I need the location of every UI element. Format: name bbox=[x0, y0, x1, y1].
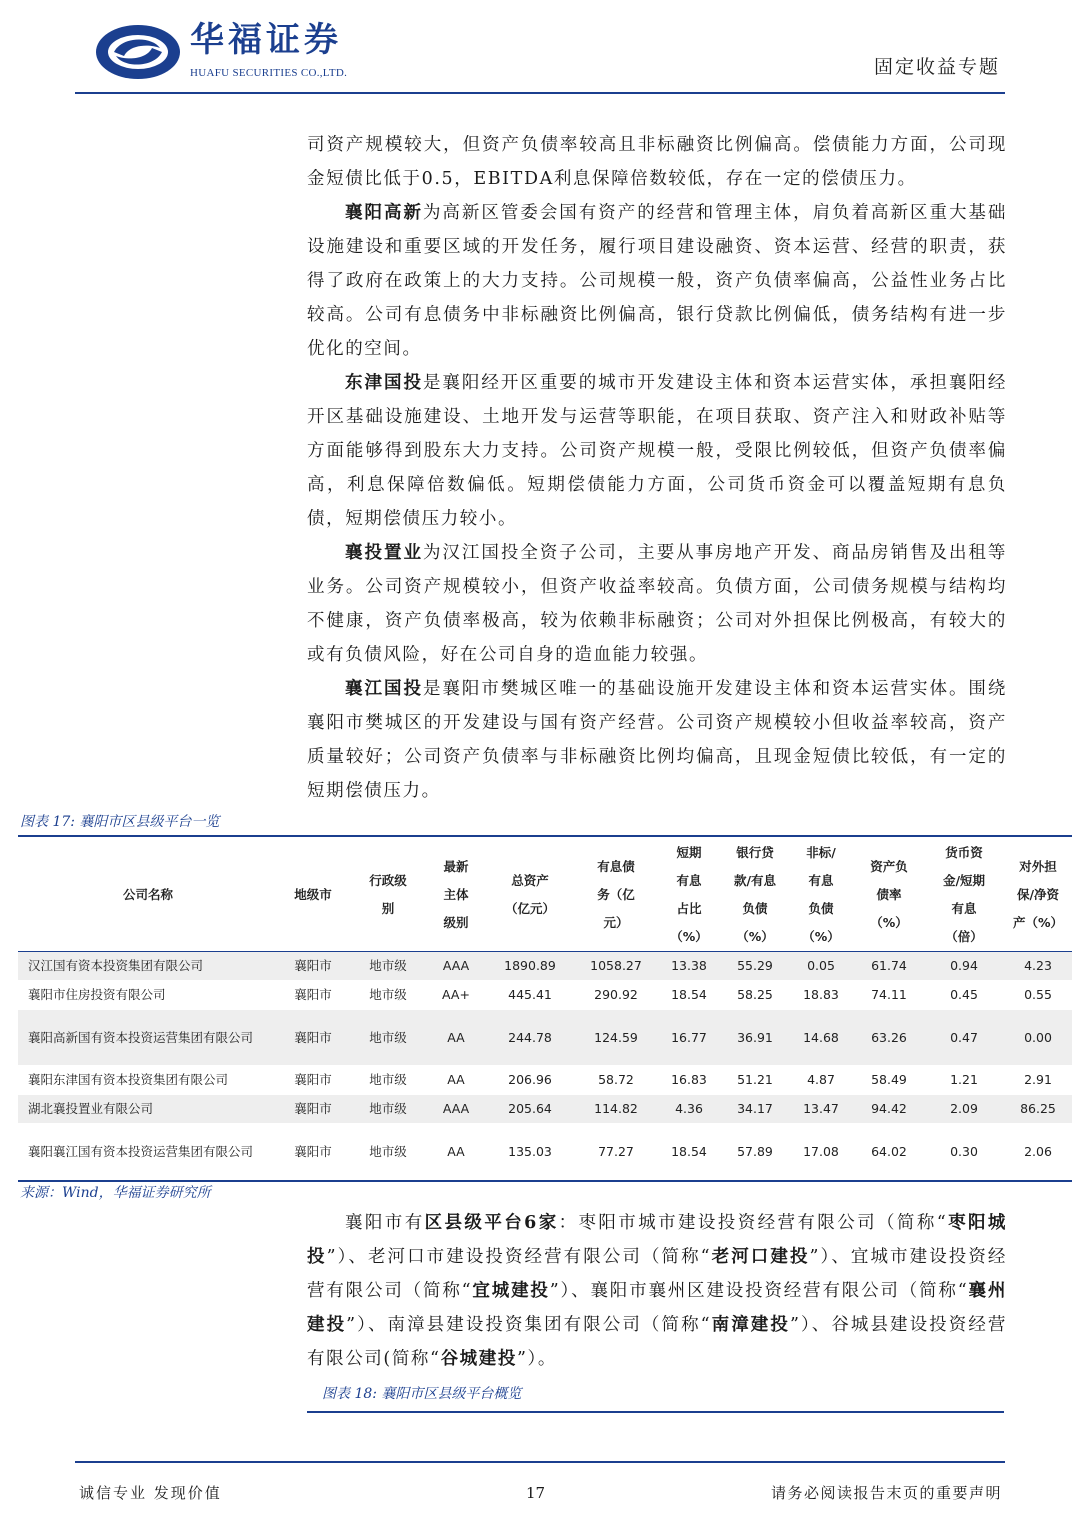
table-cell: 4.87 bbox=[807, 1072, 835, 1087]
paragraph-text: ”）、谷城县建设投资经营有限公司(简称“ bbox=[307, 1315, 1007, 1369]
table-cell: 18.83 bbox=[803, 987, 839, 1002]
table-header-row bbox=[18, 839, 1072, 952]
figure-17-bottom-rule bbox=[18, 1180, 1072, 1182]
paragraph-xiangyang-gaoxin bbox=[307, 196, 1007, 366]
document-type: 固定收益专题 bbox=[873, 56, 1000, 78]
table-cell: 1890.89 bbox=[504, 958, 556, 973]
table-cell: 58.25 bbox=[737, 987, 773, 1002]
column-label: 对外担 保/净资 产（%） bbox=[1012, 859, 1064, 930]
table-cell: 地市级 bbox=[369, 1072, 407, 1087]
paragraph-bold: 区县级平台6家 bbox=[424, 1213, 559, 1233]
table-cell: 135.03 bbox=[508, 1143, 552, 1159]
paragraph-text: ”）、襄阳市襄州区建设投资经营有限公司（简称“ bbox=[549, 1281, 969, 1301]
table-header-cell bbox=[722, 839, 788, 952]
column-label: 短期 有息 占比 （%） bbox=[670, 845, 708, 944]
table-row bbox=[18, 981, 1072, 1010]
paragraph-xiangjiang-guotou bbox=[307, 672, 1007, 808]
huafu-logo-icon bbox=[94, 22, 182, 82]
table-cell: 205.64 bbox=[508, 1101, 552, 1116]
column-label: 非标/ 有息 负债 （%） bbox=[802, 845, 840, 944]
paragraph-text: ”）、南漳县建设投资集团有限公司（简称“ bbox=[346, 1315, 712, 1335]
table-cell: 2.06 bbox=[1024, 1143, 1052, 1159]
table-cell: 襄阳市 bbox=[294, 1029, 332, 1045]
table-cell: 55.29 bbox=[737, 958, 773, 973]
column-label: 最新 主体 级别 bbox=[443, 859, 469, 930]
table-cell: 襄阳市 bbox=[294, 1072, 332, 1087]
table-cell: AA bbox=[447, 1072, 465, 1087]
table-cell: 16.77 bbox=[671, 1029, 707, 1045]
table-cell: 0.30 bbox=[950, 1143, 978, 1159]
table-cell: 17.08 bbox=[803, 1143, 839, 1159]
table-row bbox=[18, 1066, 1072, 1095]
column-label: 总资产 （亿元） bbox=[504, 873, 555, 916]
page-header bbox=[0, 0, 1080, 96]
table-cell: 114.82 bbox=[594, 1101, 638, 1116]
table-cell: 地市级 bbox=[369, 1143, 407, 1159]
paragraph-bold: 襄州建投 bbox=[307, 1281, 1007, 1335]
table-header-cell bbox=[484, 839, 576, 952]
figure-18-rule bbox=[307, 1411, 1004, 1413]
company-name-cell: 襄阳襄江国有资本投资运营集团有限公司 bbox=[28, 1143, 254, 1159]
table-cell: 地市级 bbox=[369, 987, 407, 1002]
figure-17-source: 来源：Wind，华福证券研究所 bbox=[20, 1185, 211, 1201]
paragraph-bold: 宜城建投 bbox=[472, 1281, 550, 1301]
table-cell: 2.91 bbox=[1024, 1072, 1052, 1087]
paragraph-lead: 襄投置业 bbox=[345, 543, 423, 563]
table-cell: 18.54 bbox=[671, 987, 707, 1002]
column-label: 公司名称 bbox=[122, 887, 173, 902]
paragraph-bold: 谷城建投 bbox=[440, 1349, 517, 1369]
header-divider bbox=[75, 92, 1005, 94]
company-name-cell: 襄阳东津国有资本投资集团有限公司 bbox=[28, 1072, 229, 1087]
table-cell: 77.27 bbox=[598, 1143, 634, 1159]
table-cell: 襄阳市 bbox=[294, 987, 332, 1002]
paragraph-text: 为汉江国投全资子公司，主要从事房地产开发、商品房销售及出租等业务。公司资产规模较小，但资产收益率较高。负债方面，公司债务规模与结构均不健康，资产负债率极高，较为依赖非标融资；公司对外担保比例极高，有较大的或有负债风险，好在公司自身的造血能力较强。 bbox=[307, 543, 1008, 665]
table-header-cell bbox=[854, 839, 924, 952]
table-cell: 襄阳市 bbox=[294, 958, 332, 973]
brand-name-en: HUAFU SECURITIES CO.,LTD. bbox=[190, 67, 348, 79]
table-cell: 86.25 bbox=[1020, 1101, 1056, 1116]
table-cell: 0.55 bbox=[1024, 987, 1052, 1002]
table-cell: 18.54 bbox=[671, 1143, 707, 1159]
company-name-cell: 襄阳市住房投资有限公司 bbox=[28, 987, 166, 1002]
table-cell: AA bbox=[447, 1143, 465, 1159]
table-header-cell bbox=[656, 839, 722, 952]
table-cell: 地市级 bbox=[369, 1029, 407, 1045]
table-cell: 13.38 bbox=[671, 958, 707, 973]
column-label: 货币资 金/短期 有息 （倍） bbox=[942, 845, 986, 944]
table-header-cell bbox=[428, 839, 484, 952]
paragraph-lead: 东津国投 bbox=[345, 373, 423, 393]
table-cell: 57.89 bbox=[737, 1143, 773, 1159]
table-cell: 1.21 bbox=[950, 1072, 978, 1087]
table-cell: 地市级 bbox=[369, 1101, 407, 1116]
table-cell: 51.21 bbox=[737, 1072, 773, 1087]
paragraph-bold: 南漳建投 bbox=[711, 1315, 790, 1335]
page-number: 17 bbox=[526, 1484, 546, 1502]
table-cell: 襄阳市 bbox=[294, 1101, 332, 1116]
table-cell: AAA bbox=[442, 1101, 470, 1116]
table-cell: 地市级 bbox=[369, 958, 407, 973]
paragraph-lead: 襄江国投 bbox=[345, 679, 423, 699]
paragraph-xiangtou-zhiye bbox=[307, 536, 1007, 672]
table-cell: 1058.27 bbox=[590, 958, 642, 973]
paragraph-lead: 襄阳高新 bbox=[345, 203, 423, 223]
table-cell: 0.05 bbox=[807, 958, 835, 973]
footer-disclaimer: 请务必阅读报告末页的重要声明 bbox=[770, 1484, 1002, 1502]
table-cell: 4.36 bbox=[675, 1101, 703, 1116]
brand-name-cn: 华福证券 bbox=[190, 20, 342, 60]
table-cell: 58.49 bbox=[871, 1072, 907, 1087]
table-cell: 58.72 bbox=[598, 1072, 634, 1087]
table-cell: 14.68 bbox=[803, 1029, 839, 1045]
paragraph-text: 是襄阳经开区重要的城市开发建设主体和资本运营实体，承担襄阳经开区基础设施建设、土地开发与运营等职能，在项目获取、资产注入和财政补贴等方面能够得到股东大力支持。公司资产规模一般，受限比例较低，但资产负债率偏高，利息保障倍数偏低。短期偿债能力方面，公司货币资金可以覆盖短期有息负债，短期偿债压力较小。 bbox=[307, 373, 1008, 529]
table-cell: 445.41 bbox=[508, 987, 552, 1002]
table-header-cell bbox=[278, 839, 348, 952]
paragraph-intro bbox=[307, 128, 1007, 196]
table-cell: AA+ bbox=[442, 987, 470, 1002]
paragraph-text: 为高新区管委会国有资产的经营和管理主体，肩负着高新区重大基础设施建设和重要区域的开发任务，履行项目建设融资、资本运营、经营的职责，获得了政府在政策上的大力支持。公司规模一般，资产负债率偏高，公益性业务占比较高。公司有息债务中非标融资比例偏高，银行贷款比例偏低，债务结构有进一步优化的空间。 bbox=[307, 203, 1008, 359]
table-cell: 206.96 bbox=[508, 1072, 552, 1087]
table-header-cell bbox=[348, 839, 428, 952]
table-header-cell bbox=[1004, 839, 1072, 952]
paragraph-text: 是襄阳市樊城区唯一的基础设施开发建设主体和资本运营实体。围绕襄阳市樊城区的开发建设与国有资产经营。公司资产规模较小但收益率较高，资产质量较好；公司资产负债率与非标融资比例均偏高，且现金短债比较低，有一定的短期偿债压力。 bbox=[307, 679, 1008, 801]
table-cell: 34.17 bbox=[737, 1101, 773, 1116]
table-body bbox=[18, 952, 1072, 1180]
footer-slogan: 诚信专业 发现价值 bbox=[79, 1484, 222, 1502]
paragraph-dongjin-guotou bbox=[307, 366, 1007, 536]
table-header-cell bbox=[576, 839, 656, 952]
table-header-cell bbox=[788, 839, 854, 952]
table-cell: 94.42 bbox=[871, 1101, 907, 1116]
table-cell: 襄阳市 bbox=[294, 1143, 332, 1159]
table-header-cell bbox=[18, 839, 278, 952]
table-cell: AAA bbox=[442, 958, 470, 973]
table-cell: 16.83 bbox=[671, 1072, 707, 1087]
table-cell: 0.00 bbox=[1024, 1029, 1052, 1045]
table-cell: 36.91 bbox=[737, 1029, 773, 1045]
table-cell: 124.59 bbox=[594, 1029, 638, 1045]
paragraph-bold: 枣阳城投 bbox=[307, 1213, 1007, 1267]
paragraph-text: 襄阳市有 bbox=[345, 1213, 425, 1233]
column-label: 有息债 务（亿 元） bbox=[597, 859, 635, 930]
paragraph-text: ”）、老河口市建设投资经营有限公司（简称“ bbox=[326, 1247, 712, 1267]
company-name-cell: 汉江国有资本投资集团有限公司 bbox=[28, 958, 204, 973]
table-cell: 61.74 bbox=[871, 958, 907, 973]
table-cell: 0.45 bbox=[950, 987, 978, 1002]
table-cell: 13.47 bbox=[803, 1101, 839, 1116]
company-name-cell: 襄阳高新国有资本投资运营集团有限公司 bbox=[28, 1029, 254, 1045]
table-cell: 64.02 bbox=[871, 1143, 907, 1159]
column-label: 地级市 bbox=[294, 887, 332, 902]
column-label: 资产负 债率 （%） bbox=[870, 859, 908, 930]
table-cell: 290.92 bbox=[594, 987, 638, 1002]
paragraph-bold: 老河口建投 bbox=[711, 1247, 810, 1267]
figure-17-caption: 图表 17: 襄阳市区县级平台一览 bbox=[20, 814, 220, 830]
column-label: 银行贷 款/有息 负债 （%） bbox=[733, 845, 777, 944]
table-cell: 2.09 bbox=[950, 1101, 978, 1116]
paragraph-text: ”）。 bbox=[516, 1349, 557, 1369]
paragraph-text: ”）、宜城市建设投资经营有限公司（简称“ bbox=[307, 1247, 1007, 1301]
platform-table bbox=[18, 839, 1072, 1180]
table-header-cell bbox=[924, 839, 1004, 952]
table-cell: 63.26 bbox=[871, 1029, 907, 1045]
table-cell: 244.78 bbox=[508, 1029, 552, 1045]
table-row bbox=[18, 1124, 1072, 1180]
table-cell: 74.11 bbox=[871, 987, 907, 1002]
column-label: 行政级 别 bbox=[369, 873, 407, 916]
table-cell: 4.23 bbox=[1024, 958, 1052, 973]
table-cell: 0.94 bbox=[950, 958, 978, 973]
table-cell: 0.47 bbox=[950, 1029, 978, 1045]
table-cell: AA bbox=[447, 1029, 465, 1045]
table-row bbox=[18, 952, 1072, 981]
figure-17-top-rule bbox=[18, 835, 1072, 837]
company-name-cell: 湖北襄投置业有限公司 bbox=[28, 1101, 154, 1116]
table-row bbox=[18, 1010, 1072, 1066]
paragraph-text: 司资产规模较大，但资产负债率较高且非标融资比例偏高。偿债能力方面，公司现金短债比低于0.5，EBITDA利息保障倍数较低，存在一定的偿债压力。 bbox=[307, 135, 1007, 189]
table-row bbox=[18, 1095, 1072, 1124]
paragraph-county-platforms bbox=[307, 1206, 1007, 1376]
paragraph-text: ：枣阳市城市建设投资经营有限公司（简称“ bbox=[558, 1213, 948, 1233]
footer-divider bbox=[75, 1461, 1005, 1463]
figure-18-caption: 图表 18: 襄阳市区县级平台概览 bbox=[322, 1386, 522, 1402]
